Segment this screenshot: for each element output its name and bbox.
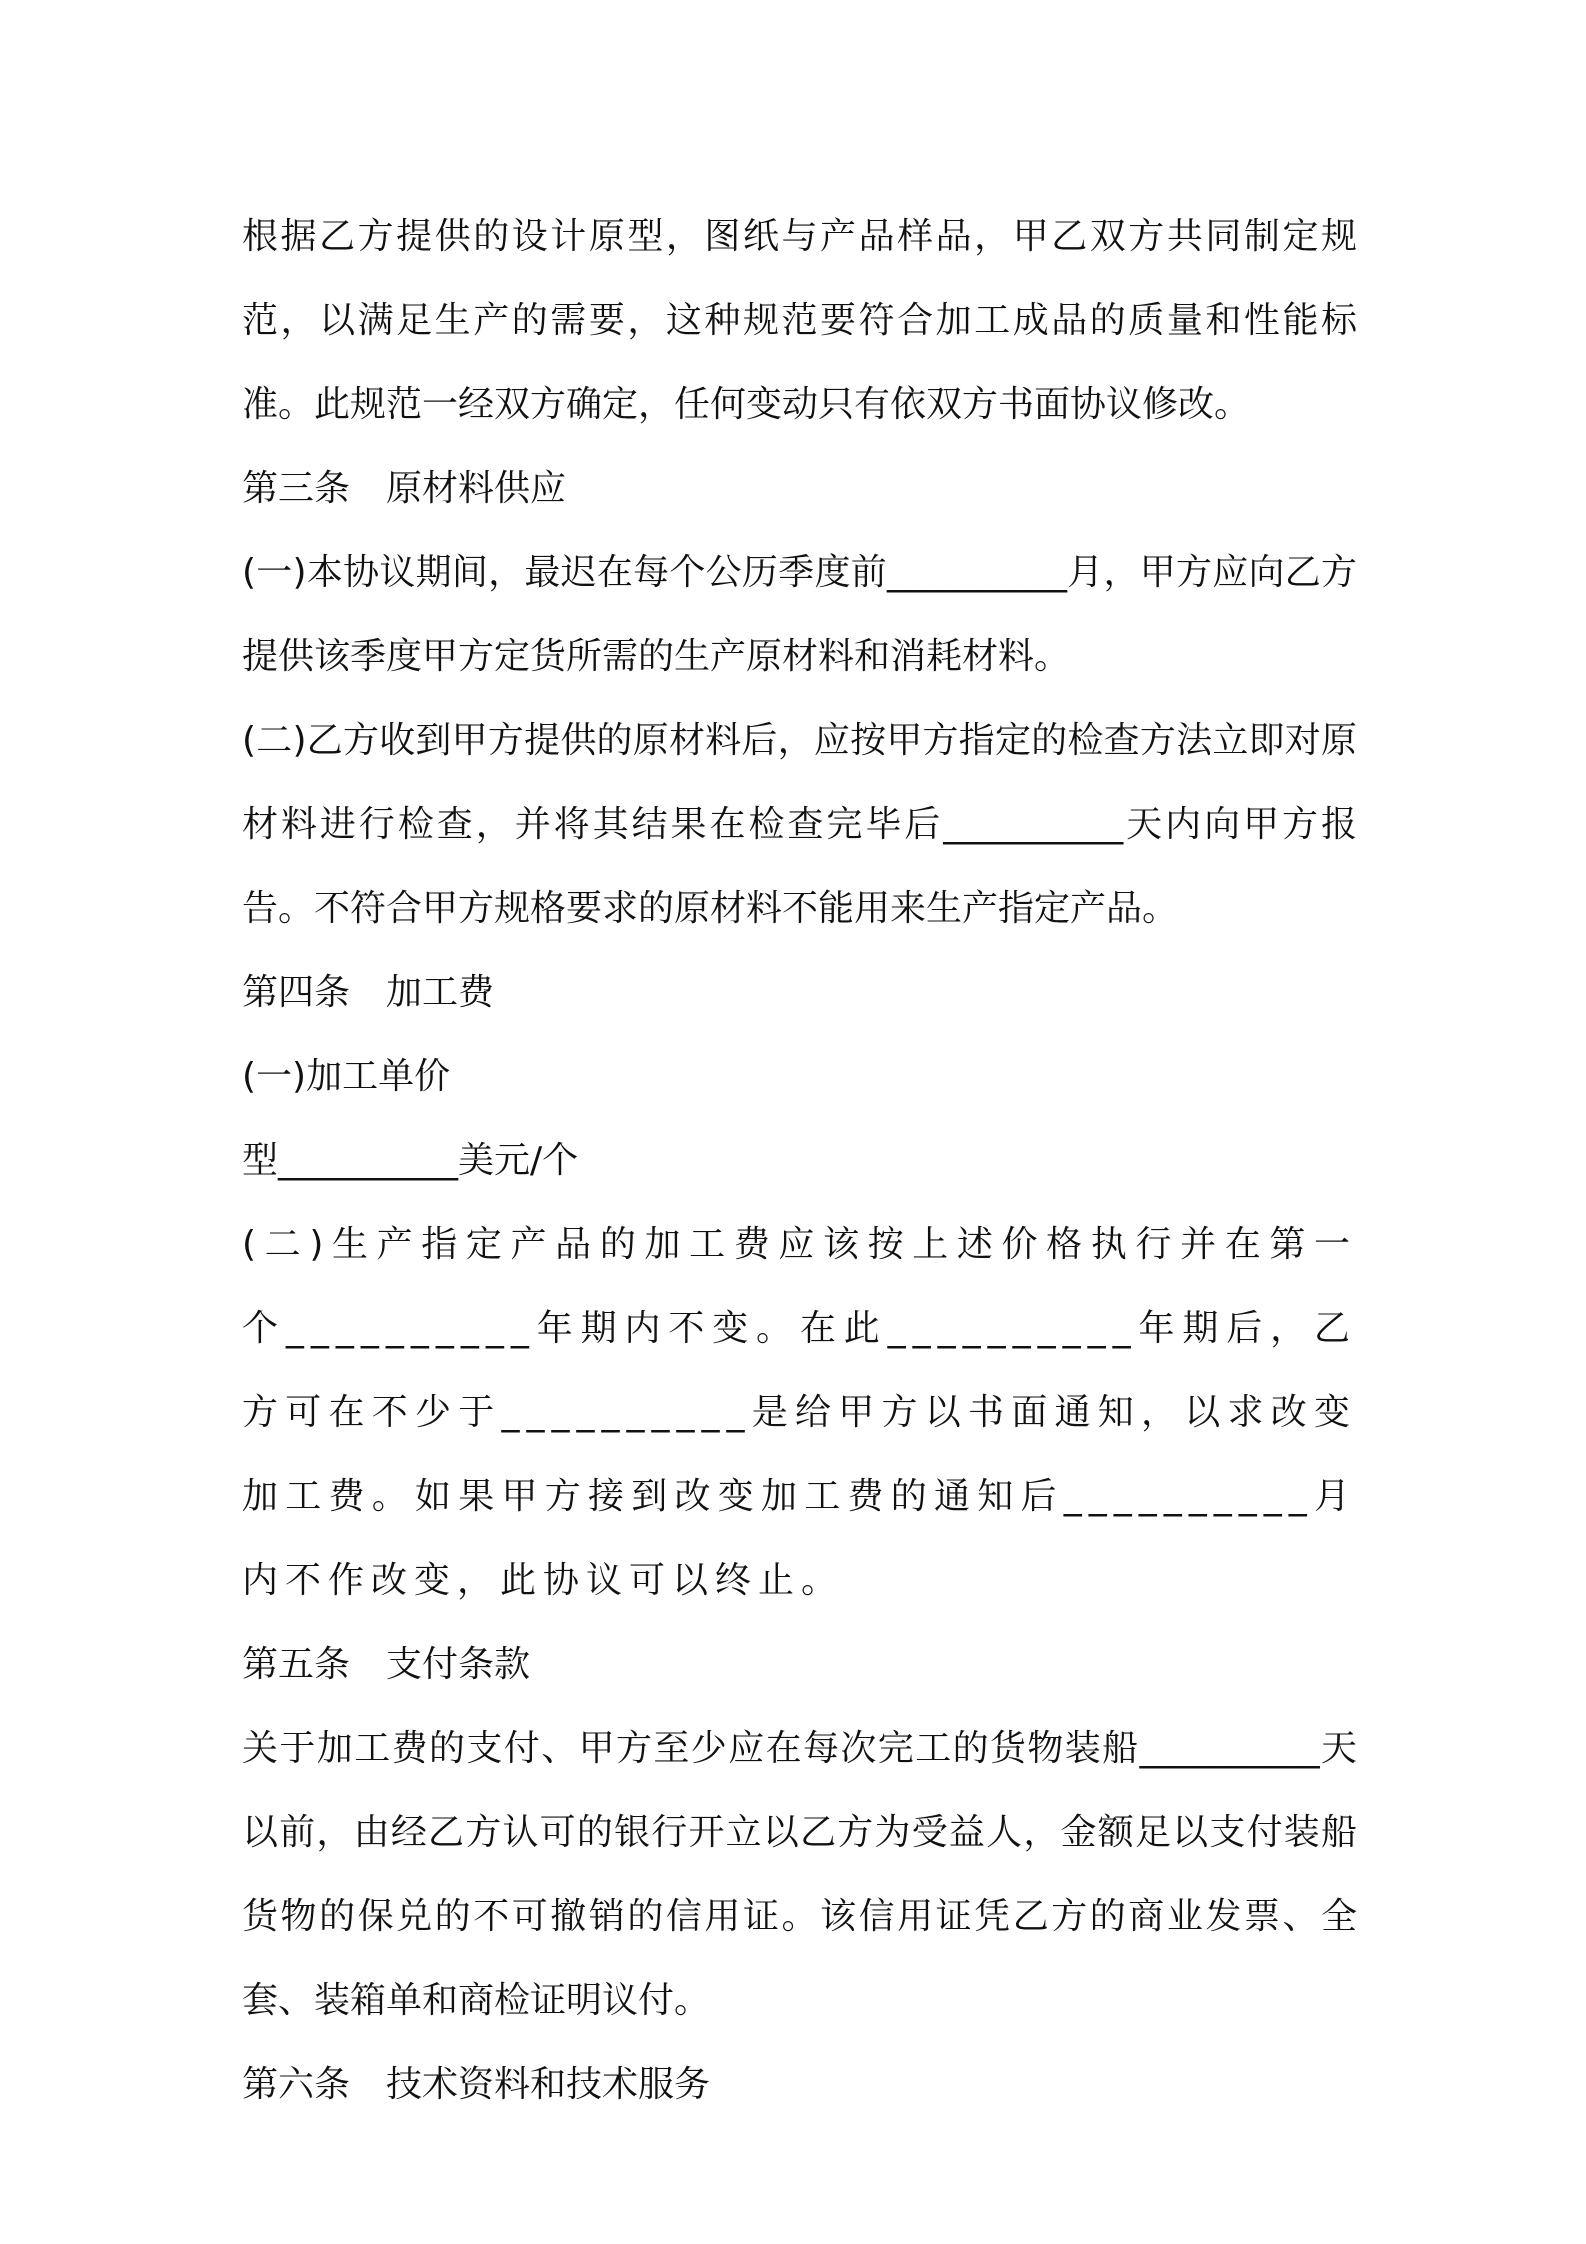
paragraph-3-1: (一)本协议期间，最迟在每个公历季度前__________月，甲方应向乙方提供该季度甲方定货所需的生产原材料和消耗材料。 (242, 552, 1357, 677)
paragraph-4-2: (二)生产指定产品的加工费应该按上述价格执行并在第一个__________年期内不变。在此__________年期后，乙方可在不少于__________是给甲方以书面通知，以求改变加工费。如果甲方接到改变加工费的通知后__________月内不作改变，此协议可以终止。 (242, 1224, 1357, 1601)
paragraph-3-2: (二)乙方收到甲方提供的原材料后，应按甲方指定的检查方法立即对原材料进行检查，并将其结果在检查完毕后__________天内向甲方报告。不符合甲方规格要求的原材料不能用来生产指定产品。 (242, 720, 1357, 929)
article-5-heading: 第五条 支付条款 (242, 1644, 531, 1685)
article-4-heading: 第四条 加工费 (242, 972, 495, 1013)
paragraph-specification: 根据乙方提供的设计原型，图纸与产品样品，甲乙双方共同制定规范，以满足生产的需要，这种规范要符合加工成品的质量和性能标准。此规范一经双方确定，任何变动只有依双方书面协议修改。 (242, 216, 1357, 425)
article-6-heading: 第六条 技术资料和技术服务 (242, 2064, 711, 2105)
document-body (242, 195, 1357, 2127)
paragraph-4-1: (一)加工单价 (242, 1056, 451, 1097)
paragraph-5: 关于加工费的支付、甲方至少应在每次完工的货物装船__________天以前，由经乙方认可的银行开立以乙方为受益人，金额足以支付装船货物的保兑的不可撤销的信用证。该信用证凭乙方的商业发票、全套、装箱单和商检证明议付。 (242, 1728, 1357, 2021)
paragraph-4-1-price: 型__________美元/个 (242, 1140, 579, 1181)
article-3-heading: 第三条 原材料供应 (242, 468, 567, 509)
